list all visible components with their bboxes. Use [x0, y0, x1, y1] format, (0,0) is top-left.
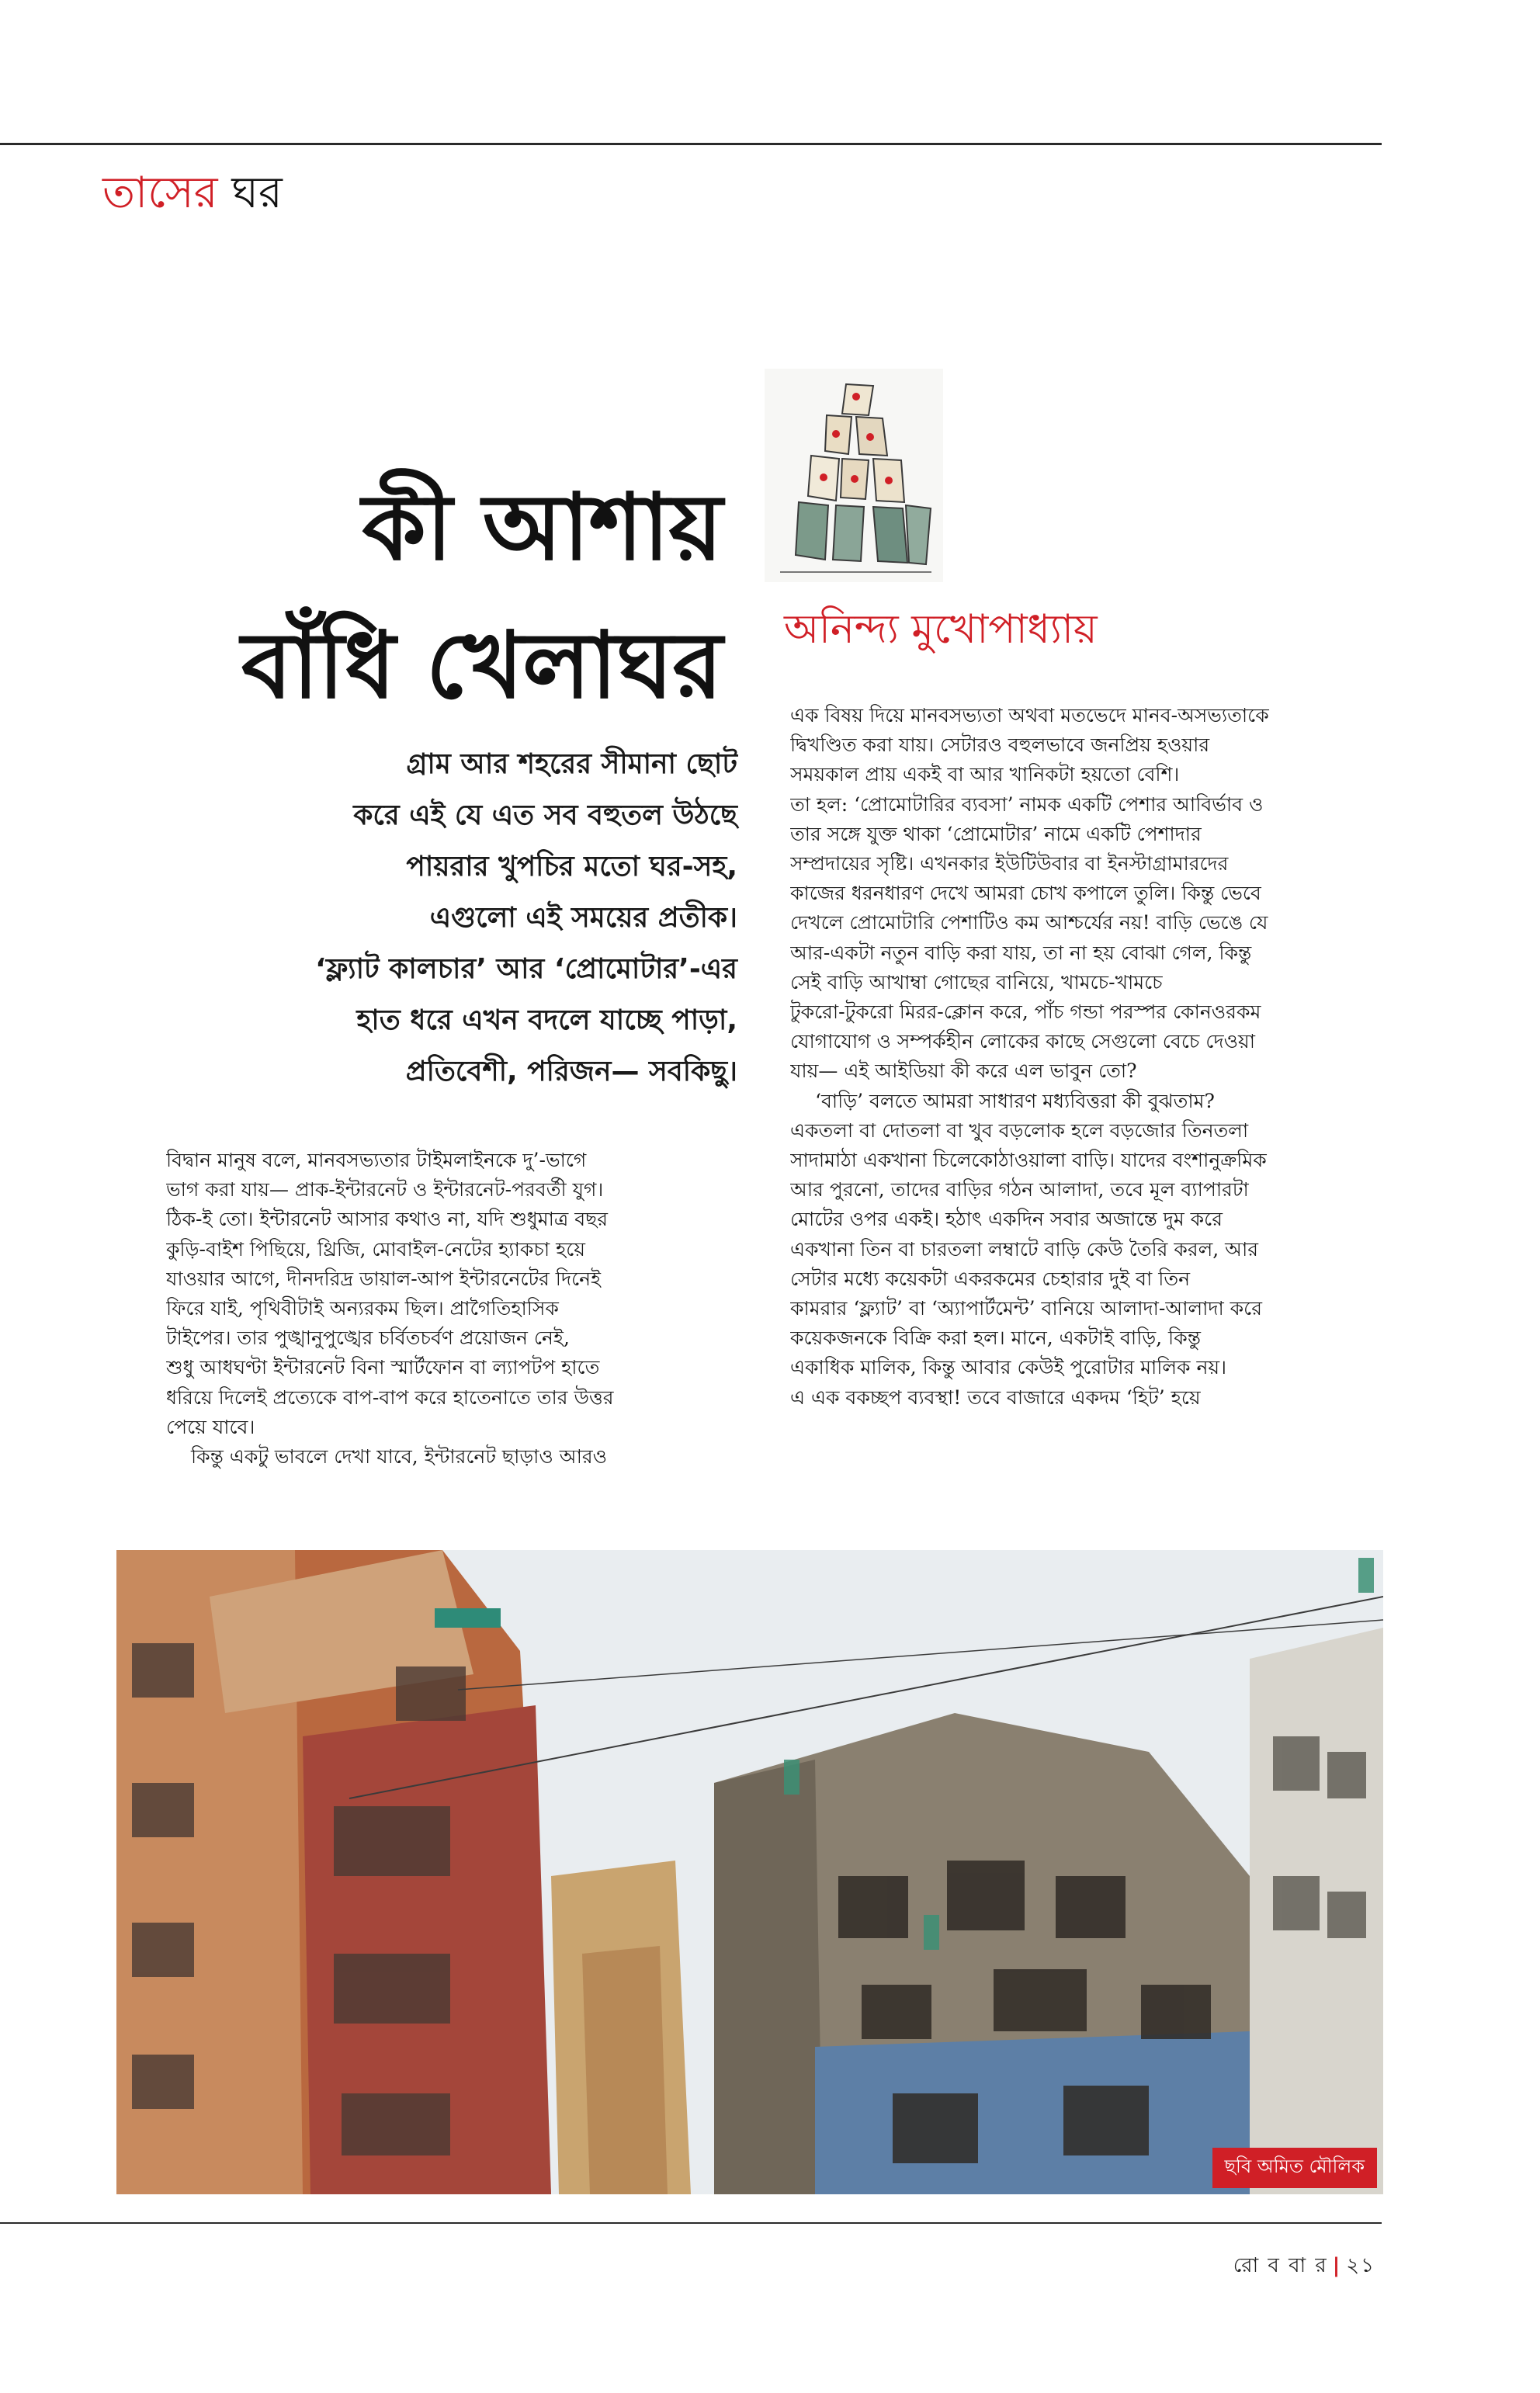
page-number: ২১ [1346, 2254, 1375, 2277]
standfirst-line: করে এই যে এত সব বহুতল উঠছে [353, 799, 737, 831]
body-line: সময়কাল প্রায় একই বা আর খানিকটা হয়তো বেশি। [790, 763, 1180, 786]
body-line: এক বিষয় দিয়ে মানবসভ্যতা অথবা মতভেদে মানব-অসভ্যতাকে [790, 704, 1269, 727]
standfirst [194, 739, 737, 1098]
body-line: যায়— এই আইডিয়া কী করে এল ভাবুন তো? [790, 1060, 1137, 1083]
body-line: ফিরে যাই, পৃথিবীটাই অন্যরকম ছিল। প্রাগৈতিহাসিক [166, 1297, 559, 1320]
body-line: সাদামাঠা একখানা চিলেকোঠাওয়ালা বাড়ি। যাদের বংশানুক্রমিক [790, 1149, 1267, 1172]
standfirst-line: পায়রার খুপচির মতো ঘর-সহ, [406, 851, 737, 883]
section-label [102, 159, 283, 232]
body-line: কয়েকজনকে বিক্রি করা হল। মানে, একটাই বাড়ি, কিন্তু [790, 1327, 1201, 1350]
magazine-name: রো ব বা র [1233, 2254, 1328, 2277]
body-line: কামরার ‘ফ্ল্যাট’ বা ‘অ্যাপার্টমেন্ট’ বানিয়ে আলাদা-আলাদা করে [790, 1297, 1262, 1320]
headline-line-1: কী আশায় [362, 473, 722, 581]
body-line: সেটার মধ্যে কয়েকটা একরকমের চেহারার দুই বা তিন [790, 1267, 1191, 1290]
left-body-column [166, 1146, 760, 1526]
page-footer [1233, 2249, 1375, 2284]
headline-line-2: বাঁধি খেলাঘর [241, 611, 722, 719]
body-line: যোগাযোগ ও সম্পর্কহীন লোকের কাছে সেগুলো বেচে দেওয়া [790, 1030, 1255, 1053]
body-line: তার সঙ্গে যুক্ত থাকা ‘প্রোমোটার’ নামে একটি পেশাদার [790, 822, 1202, 845]
body-line: আর-একটা নতুন বাড়ি করা যায়, তা না হয় বোঝা গেল, কিন্তু [790, 941, 1252, 964]
section-label-red: তাসের [102, 168, 218, 218]
body-line: একতলা বা দোতলা বা খুব বড়লোক হলে বড়জোর তিনতলা [790, 1118, 1249, 1142]
bottom-rule [0, 2222, 1382, 2224]
body-line: দ্বিখণ্ডিত করা যায়। সেটারও বহুলভাবে জনপ্রিয় হওয়ার [790, 734, 1210, 757]
buildings-photo [116, 1550, 1383, 2194]
body-line: একাধিক মালিক, কিন্তু আবার কেউই পুরোটার মালিক নয়। [790, 1356, 1227, 1379]
body-line: কিন্তু একটু ভাবলে দেখা যাবে, ইন্টারনেট ছাড়াও আরও [191, 1445, 608, 1469]
body-line: এ এক বকচ্ছপ ব্যবস্থা! তবে বাজারে একদম ‘হিট’ হয়ে [790, 1386, 1201, 1409]
body-line: ঠিক-ই তো। ইন্টারনেট আসার কথাও না, যদি শুধুমাত্র বছর [166, 1208, 609, 1231]
body-line: ভাগ করা যায়— প্রাক-ইন্টারনেট ও ইন্টারনেট-পরবর্তী যুগ। [166, 1178, 604, 1202]
body-line: ধরিয়ে দিলেই প্রত্যেকে বাপ-বাপ করে হাতেনাতে তার উত্তর [166, 1386, 614, 1409]
body-line: মোটের ওপর একই। হঠাৎ একদিন সবার অজান্তে দুম করে [790, 1208, 1223, 1231]
section-label-black: ঘর [231, 168, 283, 218]
body-line: পেয়ে যাবে। [166, 1415, 255, 1438]
standfirst-line: হাত ধরে এখন বদলে যাচ্ছে পাড়া, [356, 1004, 737, 1036]
right-body-column [790, 701, 1427, 1527]
body-line: সম্প্রদায়ের সৃষ্টি। এখনকার ইউটিউবার বা ইনস্টাগ্রামারদের [790, 852, 1229, 876]
body-line: কাজের ধরনধারণ দেখে আমরা চোখ কপালে তুলি। কিন্তু ভেবে [790, 882, 1261, 905]
headline [116, 458, 722, 734]
body-line: যাওয়ার আগে, দীনদরিদ্র ডায়াল-আপ ইন্টারনেটের দিনেই [166, 1267, 602, 1290]
body-line: শুধু আধঘণ্টা ইন্টারনেট বিনা স্মার্টফোন বা ল্যাপটপ হাতে [166, 1356, 600, 1379]
photo-credit: ছবি অমিত মৌলিক [1212, 2148, 1377, 2188]
standfirst-line: প্রতিবেশী, পরিজন— সবকিছু। [405, 1056, 737, 1087]
body-line: দেখলে প্রোমোটারি পেশাটিও কম আশ্চর্যের নয়! বাড়ি ভেঙে যে [790, 911, 1268, 935]
footer-separator: | [1332, 2254, 1342, 2277]
body-line: ‘বাড়ি’ বলতে আমরা সাধারণ মধ্যবিত্তরা কী বুঝতাম? [815, 1089, 1215, 1112]
standfirst-line: এগুলো এই সময়ের প্রতীক। [429, 902, 737, 934]
standfirst-line: ‘ফ্ল্যাট কালচার’ আর ‘প্রোমোটার’-এর [315, 953, 737, 985]
body-line: আর পুরনো, তাদের বাড়ির গঠন আলাদা, তবে মূল ব্যাপারটা [790, 1178, 1249, 1202]
body-line: সেই বাড়ি আখাম্বা গোছের বানিয়ে, খামচে-খামচে [790, 970, 1163, 994]
standfirst-line: গ্রাম আর শহরের সীমানা ছোট [406, 748, 737, 780]
body-line: তা হল: ‘প্রোমোটারির ব্যবসা’ নামক একটি পেশার আবির্ভাব ও [790, 792, 1264, 816]
body-line: টাইপের। তার পুঙ্খানুপুঙ্খের চর্বিতচর্বণ প্রয়োজন নেই, [166, 1327, 570, 1350]
top-rule [0, 143, 1382, 145]
body-line: কুড়ি-বাইশ পিছিয়ে, থ্রিজি, মোবাইল-নেটের হ্যাকচা হয়ে [166, 1237, 586, 1261]
body-line: একখানা তিন বা চারতলা লম্বাটে বাড়ি কেউ তৈরি করল, আর [790, 1237, 1259, 1261]
byline: অনিন্দ্য মুখোপাধ্যায় [784, 606, 1098, 653]
body-line: টুকরো-টুকরো মিরর-ক্লোন করে, পাঁচ গন্ডা পরস্পর কোনওরকম [790, 1001, 1261, 1024]
body-line: বিদ্বান মানুষ বলে, মানবসভ্যতার টাইমলাইনকে দু’-ভাগে [166, 1149, 587, 1171]
house-of-cards-image [765, 369, 943, 582]
